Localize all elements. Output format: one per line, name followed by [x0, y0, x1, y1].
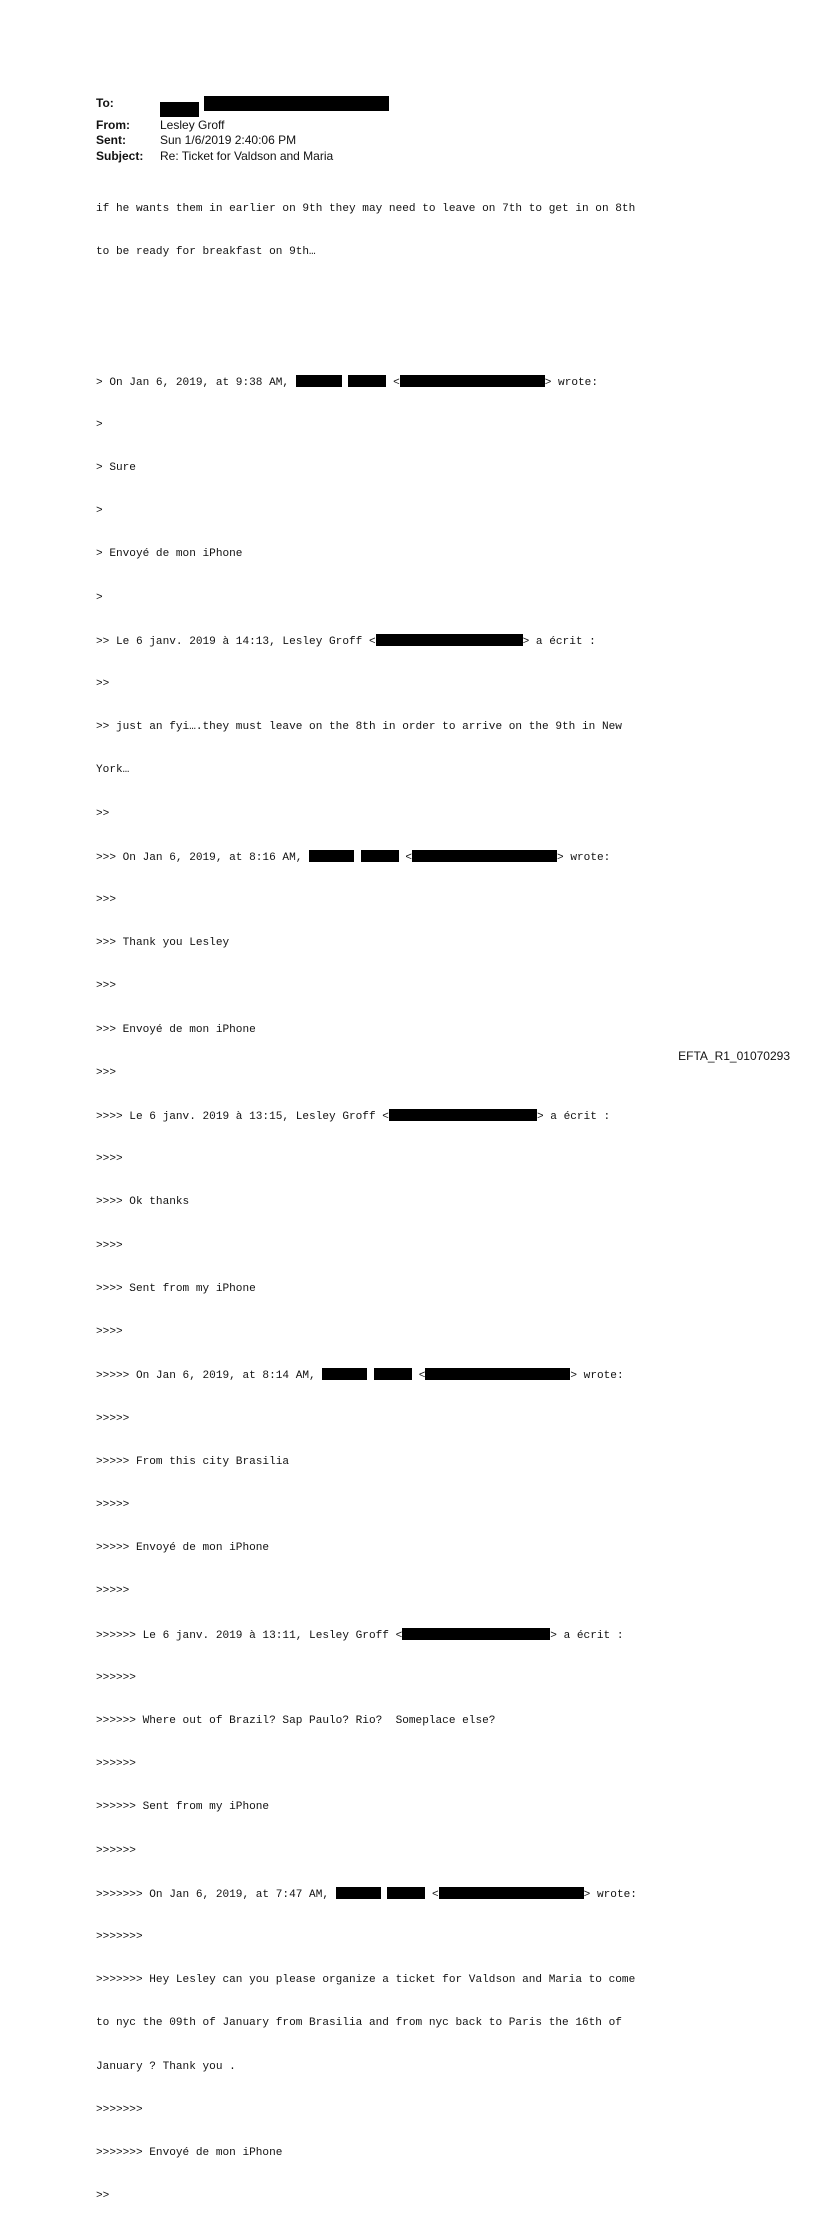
email-header — [96, 96, 389, 164]
body-line: > Sure — [96, 462, 136, 475]
redaction-block — [336, 1887, 381, 1899]
quote-header-line: >>> On Jan 6, 2019, at 8:16 AM, < > wrote: — [96, 851, 611, 864]
redaction-block — [425, 1368, 570, 1380]
body-line: >>>>>> — [96, 1758, 136, 1771]
blank-line — [96, 331, 637, 345]
redaction-block — [402, 1628, 550, 1640]
quote-header-line: >>>>> On Jan 6, 2019, at 8:14 AM, < > wrote: — [96, 1370, 624, 1383]
body-line: >>>>>>> Hey Lesley can you please organize a ticket for Valdson and Maria to come — [96, 1974, 636, 1987]
body-line: >>>>> — [96, 1498, 130, 1511]
body-line: >>>>> Envoyé de mon iPhone — [96, 1542, 270, 1555]
body-line: > — [96, 505, 103, 518]
redaction-block — [400, 375, 545, 387]
body-line: to be ready for breakfast on 9th… — [96, 246, 316, 259]
subject-value: Re: Ticket for Valdson and Maria — [160, 148, 334, 163]
body-line: > Envoyé de mon iPhone — [96, 548, 243, 561]
body-line: > — [96, 418, 103, 431]
body-line: >>>> Sent from my iPhone — [96, 1282, 256, 1295]
body-line: > — [96, 591, 103, 604]
body-line: >>> Thank you Lesley — [96, 937, 230, 950]
body-line: >>>>>> Sent from my iPhone — [96, 1801, 270, 1814]
body-line: >>>>> From this city Brasilia — [96, 1455, 290, 1468]
redaction-block — [309, 850, 354, 862]
redaction-block — [361, 850, 399, 862]
body-line: >>>>>>> Envoyé de mon iPhone — [96, 2146, 283, 2159]
to-row — [96, 96, 389, 118]
sent-row — [96, 133, 389, 149]
body-line: >> — [96, 2190, 110, 2203]
redaction-block — [296, 375, 342, 387]
from-row — [96, 118, 389, 134]
body-line: >>> Envoyé de mon iPhone — [96, 1023, 256, 1036]
body-line: >>> — [96, 980, 116, 993]
to-label: To: — [96, 96, 114, 110]
sent-value: Sun 1/6/2019 2:40:06 PM — [160, 133, 297, 147]
body-line: >>>>>> Where out of Brazil? Sap Paulo? Rio? Someplace else? — [96, 1714, 496, 1727]
body-line: >>>> Ok thanks — [96, 1196, 190, 1209]
body-line: >>>> — [96, 1153, 123, 1166]
redaction-block — [322, 1368, 367, 1380]
body-line: >>>> — [96, 1326, 123, 1339]
redaction-block — [389, 1109, 537, 1121]
redaction-block — [376, 634, 523, 646]
body-line: to nyc the 09th of January from Brasilia and from nyc back to Paris the 16th of — [96, 2017, 622, 2030]
quote-header-line: >>>>>>> On Jan 6, 2019, at 7:47 AM, < > wrote: — [96, 1888, 637, 1901]
body-line: >>>>> — [96, 1585, 130, 1598]
redaction-block — [439, 1887, 584, 1899]
body-line: >>>>>> — [96, 1844, 136, 1857]
redaction-block — [412, 850, 557, 862]
redaction-block — [387, 1887, 425, 1899]
body-line: >>>>>>> — [96, 2103, 143, 2116]
body-line: >>>> — [96, 1239, 123, 1252]
subject-label: Subject: — [96, 148, 144, 163]
subject-row — [96, 149, 389, 165]
body-line: York… — [96, 764, 130, 777]
body-line: >> just an fyi….they must leave on the 8th in order to arrive on the 9th in New — [96, 721, 622, 734]
body-line: January ? Thank you . — [96, 2060, 236, 2073]
from-label: From: — [96, 117, 130, 132]
redaction-block — [374, 1368, 412, 1380]
email-body — [96, 173, 637, 2218]
body-line: >>> — [96, 1066, 116, 1079]
from-value: Lesley Groff — [160, 117, 225, 132]
body-line: >>> — [96, 894, 116, 907]
redaction-block — [204, 96, 389, 111]
body-line: >>>>>> — [96, 1671, 136, 1684]
body-line: >>>>>>> — [96, 1930, 143, 1943]
sent-label: Sent: — [96, 133, 126, 147]
body-line: if he wants them in earlier on 9th they may need to leave on 7th to get in on 8th — [96, 202, 636, 215]
redaction-block — [160, 102, 199, 117]
blank-line — [96, 288, 637, 302]
quote-header-line: >>>>>> Le 6 janv. 2019 à 13:11, Lesley Groff < > a écrit : — [96, 1629, 624, 1642]
quote-header-line: > On Jan 6, 2019, at 9:38 AM, < > wrote: — [96, 376, 598, 389]
body-line: >> — [96, 807, 110, 820]
quote-header-line: >> Le 6 janv. 2019 à 14:13, Lesley Groff < > a écrit : — [96, 635, 596, 648]
bates-number: EFTA_R1_01070293 — [678, 1049, 790, 1063]
body-line: >>>>> — [96, 1412, 130, 1425]
quote-header-line: >>>> Le 6 janv. 2019 à 13:15, Lesley Groff < > a écrit : — [96, 1111, 611, 1124]
body-line: >> — [96, 678, 110, 691]
redaction-block — [348, 375, 386, 387]
